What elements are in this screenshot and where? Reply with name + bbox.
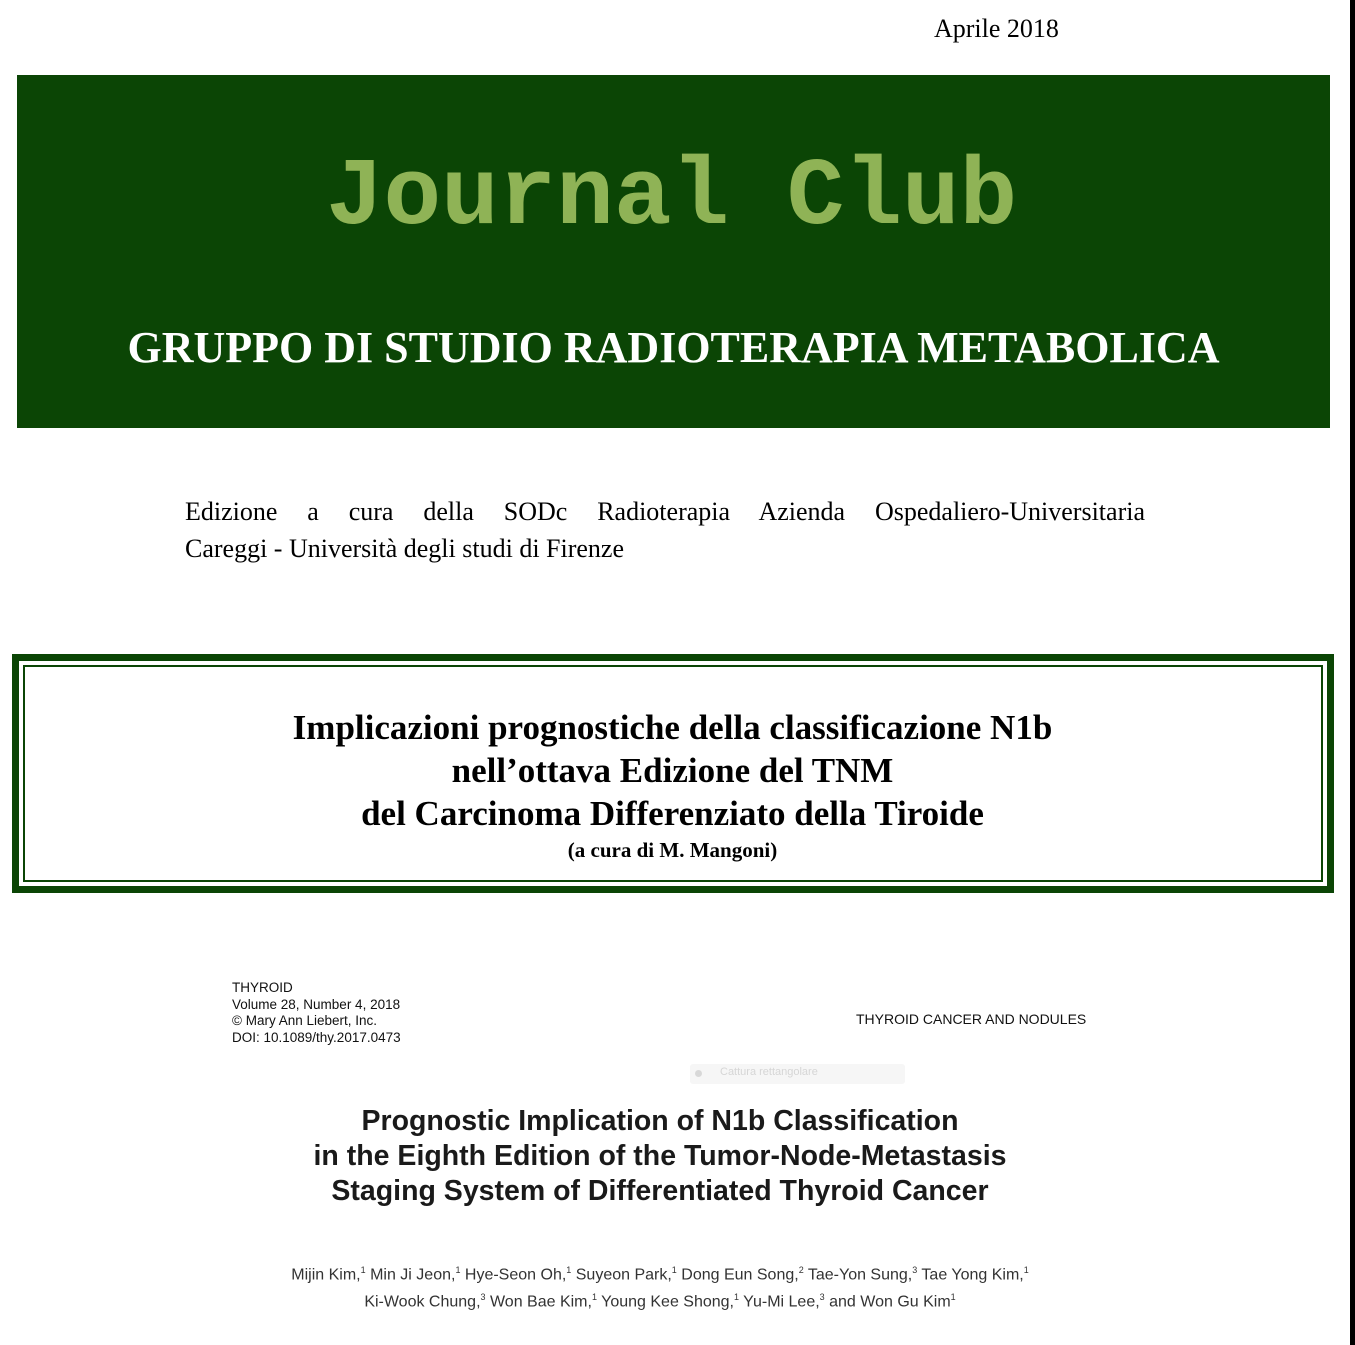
author-name: Suyeon Park,	[571, 1266, 672, 1284]
paper-authors	[0, 1259, 1320, 1314]
article-title-line-2: nell’ottava Edizione del TNM	[451, 751, 894, 790]
author-name: Min Ji Jeon,	[365, 1266, 456, 1284]
author-affiliation: 1	[360, 1265, 366, 1275]
capture-dot-icon	[695, 1070, 702, 1077]
author-name: Hye-Seon Oh,	[460, 1266, 567, 1284]
author-name: Dong Eun Song,	[676, 1266, 799, 1284]
authors-line-1	[0, 1259, 1320, 1286]
author-name: and Won Gu Kim	[824, 1293, 951, 1311]
author-affiliation: 1	[566, 1265, 572, 1275]
edition-line-2: Careggi - Università degli studi di Firenze	[185, 534, 625, 563]
author-affiliation: 1	[734, 1292, 740, 1303]
author-name: Tae Yong Kim,	[917, 1266, 1024, 1284]
paper-volume: Volume 28, Number 4, 2018	[232, 996, 401, 1012]
author-name: Yu-Mi Lee,	[739, 1293, 820, 1311]
author-name: Mijin Kim,	[291, 1266, 361, 1284]
author-name: Won Bae Kim,	[485, 1293, 592, 1311]
paper-publisher: © Mary Ann Liebert, Inc.	[232, 1013, 378, 1028]
author-affiliation: 1	[1023, 1265, 1029, 1275]
author-affiliation: 1	[455, 1265, 461, 1275]
edition-line-1: Edizione a cura della SODc Radioterapia Azienda Ospedaliero-Universitaria	[185, 497, 1145, 526]
paper-title-line-3: Staging System of Differentiated Thyroid Cancer	[331, 1175, 989, 1207]
paper-section-label: THYROID CANCER AND NODULES	[856, 1011, 1087, 1027]
paper-metadata	[232, 980, 401, 1046]
banner-title: Journal Club	[325, 143, 1018, 252]
article-title	[0, 706, 1345, 835]
author-affiliation: 1	[671, 1265, 677, 1275]
paper-journal: THYROID	[232, 980, 293, 995]
author-affiliation: 3	[819, 1292, 825, 1303]
article-title-line-1: Implicazioni prognostiche della classificazione N1b	[292, 708, 1053, 747]
article-curator: (a cura di M. Mangoni)	[567, 838, 778, 862]
article-title-line-3: del Carcinoma Differenziato della Tiroide	[361, 794, 984, 833]
author-affiliation: 1	[591, 1292, 597, 1303]
author-name: Ki-Wook Chung,	[364, 1293, 481, 1311]
paper-title	[0, 1104, 1320, 1209]
author-affiliation: 3	[480, 1292, 486, 1303]
page-edge-rule	[1350, 0, 1355, 1345]
capture-overlay-label: Cattura rettangolare	[720, 1066, 818, 1078]
author-affiliation: 2	[798, 1265, 804, 1275]
author-affiliation: 1	[950, 1292, 956, 1303]
banner-subtitle: GRUPPO DI STUDIO RADIOTERAPIA METABOLICA	[127, 323, 1220, 372]
paper-title-line-2: in the Eighth Edition of the Tumor-Node-Metastasis	[313, 1140, 1007, 1172]
author-affiliation: 3	[912, 1265, 918, 1275]
paper-doi: DOI: 10.1089/thy.2017.0473	[232, 1029, 401, 1045]
paper-title-line-1: Prognostic Implication of N1b Classification	[361, 1105, 959, 1137]
authors-line-2	[0, 1286, 1320, 1313]
edition-note	[185, 493, 1145, 567]
author-name: Tae-Yon Sung,	[803, 1266, 913, 1284]
author-name: Young Kee Shong,	[596, 1293, 734, 1311]
issue-date: Aprile 2018	[934, 14, 1059, 43]
